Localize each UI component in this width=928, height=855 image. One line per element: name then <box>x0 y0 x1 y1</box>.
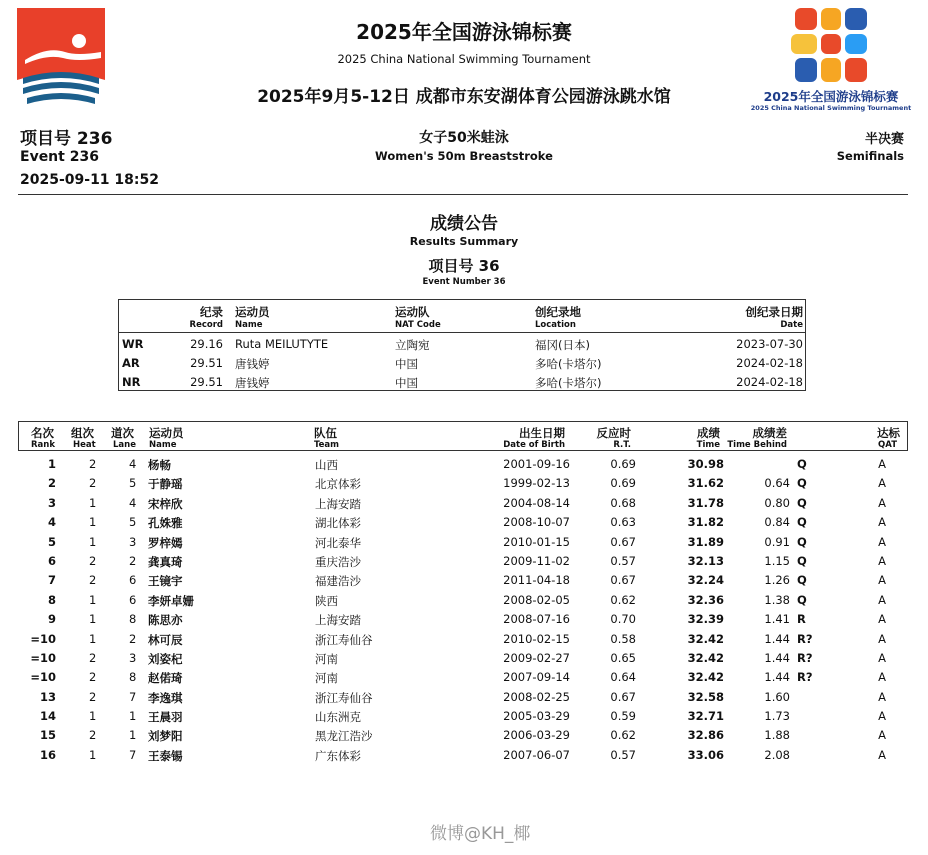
page-title: 2025年全国游泳锦标赛 <box>356 20 572 44</box>
rank: =10 <box>30 670 56 685</box>
time-behind: 0.80 <box>764 495 790 510</box>
record-date: 2024-02-18 <box>736 375 803 389</box>
team: 浙江寿仙谷 <box>315 690 373 705</box>
table-row <box>18 455 908 474</box>
col-qat-en: QAT <box>878 440 897 450</box>
records-header-date-en: Date <box>780 320 803 330</box>
qualification-mark: R? <box>797 631 813 646</box>
round-en: Semifinals <box>836 149 904 163</box>
qualification-mark: Q <box>797 476 807 491</box>
reaction-time: 0.69 <box>610 457 636 471</box>
summary-event-en: Event Number 36 <box>422 277 506 287</box>
record-type: AR <box>122 356 140 370</box>
reaction-time: 0.67 <box>610 573 636 588</box>
date-of-birth: 1999-02-13 <box>503 476 570 491</box>
record-date: 2024-02-18 <box>736 356 803 370</box>
qat: A <box>878 728 886 743</box>
qualification-mark: R <box>797 612 806 627</box>
team: 重庆浩沙 <box>315 554 361 569</box>
col-rank-en: Rank <box>31 440 55 450</box>
athlete-name: 王镜宇 <box>148 574 183 589</box>
record-date: 2023-07-30 <box>736 337 803 351</box>
col-time-en: Time <box>696 440 720 450</box>
qualification-mark: Q <box>797 515 807 530</box>
records-header-team: 运动队 <box>395 305 430 319</box>
lane: 7 <box>129 689 137 704</box>
time: 32.24 <box>687 573 724 588</box>
qualification-mark: Q <box>797 573 807 588</box>
table-row <box>18 726 908 745</box>
table-row <box>18 533 908 552</box>
time-behind: 1.44 <box>764 670 790 685</box>
athlete-name: 李妍卓姗 <box>148 593 194 608</box>
records-header-divider <box>119 332 805 333</box>
table-row <box>18 474 908 493</box>
venue: 2025年9月5-12日 成都市东安湖体育公园游泳跳水馆 <box>257 87 671 107</box>
page-title-en: 2025 China National Swimming Tournament <box>337 52 591 66</box>
records-header-name: 运动员 <box>235 305 270 319</box>
reaction-time: 0.64 <box>610 670 636 685</box>
table-row <box>18 649 908 668</box>
qat: A <box>878 592 886 607</box>
rank: =10 <box>30 631 56 646</box>
qat: A <box>878 631 886 646</box>
stroke-en: Women's 50m Breaststroke <box>375 149 553 163</box>
team: 黑龙江浩沙 <box>315 729 373 744</box>
record-type: WR <box>122 337 144 351</box>
heat: 1 <box>89 592 97 607</box>
heat: 1 <box>89 495 97 510</box>
date-of-birth: 2001-09-16 <box>503 457 570 471</box>
team: 山西 <box>315 458 338 472</box>
reaction-time: 0.63 <box>610 515 636 530</box>
heat: 1 <box>89 631 97 646</box>
logo-subtitle: 2025 China National Swimming Tournament <box>750 104 912 112</box>
time: 31.82 <box>687 515 724 530</box>
time: 32.39 <box>687 612 724 627</box>
heat: 1 <box>89 612 97 627</box>
athlete-name: 于静瑶 <box>148 477 183 492</box>
qat: A <box>878 670 886 685</box>
col-name-en: Name <box>149 440 177 450</box>
qat: A <box>878 515 886 530</box>
team: 湖北体彩 <box>315 516 361 531</box>
heat: 2 <box>89 650 97 665</box>
qat: A <box>878 612 886 627</box>
col-lane-en: Lane <box>113 440 136 450</box>
time: 32.36 <box>687 592 724 607</box>
col-lane: 道次 <box>111 426 134 440</box>
athlete-name: 杨畅 <box>148 458 171 472</box>
time: 32.42 <box>687 650 724 665</box>
table-row <box>18 746 908 765</box>
heat: 2 <box>89 689 97 704</box>
records-header-record: 纪录 <box>200 305 223 319</box>
lane: 4 <box>129 495 137 510</box>
heat: 1 <box>89 515 97 530</box>
time-behind: 2.08 <box>764 747 790 762</box>
round-cn: 半决赛 <box>864 132 904 147</box>
team: 福建浩沙 <box>315 574 361 589</box>
athlete-name: 龚真琦 <box>148 554 183 569</box>
date-of-birth: 2005-03-29 <box>503 709 570 724</box>
qat: A <box>878 534 886 549</box>
records-header-name-en: Name <box>235 320 263 330</box>
qualification-mark: Q <box>797 553 807 568</box>
col-team: 队伍 <box>314 426 337 440</box>
table-row <box>18 610 908 629</box>
lane: 7 <box>129 747 137 762</box>
reaction-time: 0.68 <box>610 495 636 510</box>
record-row <box>119 373 805 391</box>
time: 31.62 <box>687 476 724 491</box>
qat: A <box>878 689 886 704</box>
team: 浙江寿仙谷 <box>315 632 373 647</box>
record-row <box>119 354 805 372</box>
time: 32.13 <box>687 553 724 568</box>
athlete-name: 孔姝雅 <box>148 516 183 531</box>
lane: 6 <box>129 573 137 588</box>
team: 河南 <box>315 651 338 666</box>
event-number-en: Event 236 <box>20 149 99 165</box>
date-of-birth: 2011-04-18 <box>503 573 570 588</box>
date-of-birth: 2007-06-07 <box>503 747 570 762</box>
record-time: 29.51 <box>190 375 223 389</box>
col-dob-en: Date of Birth <box>503 440 565 450</box>
records-header-location: 创纪录地 <box>535 305 581 319</box>
lane: 1 <box>129 728 137 743</box>
date-of-birth: 2010-02-15 <box>503 631 570 646</box>
heat: 1 <box>89 534 97 549</box>
table-row <box>18 513 908 532</box>
time: 32.58 <box>687 689 724 704</box>
qat: A <box>878 747 886 762</box>
header-divider <box>18 194 908 195</box>
qat: A <box>878 650 886 665</box>
time-behind: 0.64 <box>764 476 790 491</box>
time: 32.71 <box>687 709 724 724</box>
record-holder: Ruta MEILUTYTE <box>235 337 329 351</box>
date-of-birth: 2008-02-05 <box>503 592 570 607</box>
col-time: 成绩 <box>697 426 720 440</box>
athlete-name: 王晨羽 <box>148 710 183 725</box>
reaction-time: 0.69 <box>610 476 636 491</box>
stroke-cn: 女子50米蛙泳 <box>419 130 509 146</box>
table-row <box>18 668 908 687</box>
records-header-record-en: Record <box>189 320 223 330</box>
record-time: 29.51 <box>190 356 223 370</box>
date-of-birth: 2004-08-14 <box>503 495 570 510</box>
team: 山东洲克 <box>315 710 361 725</box>
athlete-name: 刘姿杞 <box>148 651 183 666</box>
time-behind: 1.26 <box>764 573 790 588</box>
heat: 2 <box>89 670 97 685</box>
team: 河北泰华 <box>315 535 361 550</box>
summary-event-cn: 项目号 36 <box>428 257 500 275</box>
time-behind: 1.60 <box>764 689 790 704</box>
results-header <box>18 421 908 451</box>
reaction-time: 0.62 <box>610 592 636 607</box>
rank: 8 <box>47 592 56 607</box>
time: 32.86 <box>687 728 724 743</box>
col-qat: 达标 <box>877 426 900 440</box>
lane: 8 <box>129 670 137 685</box>
rank: 9 <box>47 612 56 627</box>
heat: 2 <box>89 476 97 491</box>
date-of-birth: 2008-10-07 <box>503 515 570 530</box>
athlete-name: 罗梓嫣 <box>148 535 183 550</box>
reaction-time: 0.58 <box>610 631 636 646</box>
time-behind: 1.38 <box>764 592 790 607</box>
record-location: 多哈(卡塔尔) <box>535 376 602 390</box>
table-row <box>18 494 908 513</box>
qualification-mark: R? <box>797 650 813 665</box>
athlete-name: 林可辰 <box>148 632 183 647</box>
athlete-name: 陈思亦 <box>148 613 183 628</box>
record-team: 中国 <box>395 376 418 390</box>
time: 31.89 <box>687 534 724 549</box>
time-behind: 1.44 <box>764 650 790 665</box>
reaction-time: 0.59 <box>610 709 636 724</box>
heat: 1 <box>89 709 97 724</box>
event-number-cn: 项目号 236 <box>20 129 113 149</box>
reaction-time: 0.57 <box>610 553 636 568</box>
table-row <box>18 591 908 610</box>
records-header-date: 创纪录日期 <box>745 305 803 319</box>
watermark: 微博@KH_椰 <box>430 824 531 844</box>
team: 北京体彩 <box>315 477 361 492</box>
time-behind: 1.41 <box>764 612 790 627</box>
time-behind: 0.84 <box>764 515 790 530</box>
col-team-en: Team <box>314 440 340 450</box>
col-behind-en: Time Behind <box>727 440 787 450</box>
team: 广东体彩 <box>315 748 361 763</box>
record-holder: 唐钱婷 <box>235 376 270 390</box>
qualification-mark: Q <box>797 534 807 549</box>
team: 上海安踏 <box>315 613 361 628</box>
table-row <box>18 552 908 571</box>
time: 32.42 <box>687 631 724 646</box>
lane: 1 <box>129 709 137 724</box>
record-time: 29.16 <box>190 337 223 351</box>
lane: 3 <box>129 534 137 549</box>
time-behind: 1.15 <box>764 553 790 568</box>
table-row <box>18 630 908 649</box>
team: 河南 <box>315 671 338 686</box>
lane: 4 <box>129 457 137 471</box>
athlete-name: 王泰锡 <box>148 748 183 763</box>
rank: 16 <box>39 747 56 762</box>
time: 32.42 <box>687 670 724 685</box>
record-location: 多哈(卡塔尔) <box>535 357 602 371</box>
reaction-time: 0.65 <box>610 650 636 665</box>
heat: 2 <box>89 728 97 743</box>
summary-title-en: Results Summary <box>409 235 519 248</box>
rank: 2 <box>47 476 56 491</box>
record-holder: 唐钱婷 <box>235 357 270 371</box>
reaction-time: 0.67 <box>610 689 636 704</box>
rank: 7 <box>47 573 56 588</box>
athlete-name: 刘梦阳 <box>148 729 183 744</box>
col-dob: 出生日期 <box>519 426 565 440</box>
time-behind: 1.73 <box>764 709 790 724</box>
lane: 6 <box>129 592 137 607</box>
lane: 8 <box>129 612 137 627</box>
record-location: 福冈(日本) <box>535 338 590 352</box>
col-rt: 反应时 <box>596 426 631 440</box>
col-behind: 成绩差 <box>752 426 787 440</box>
event-datetime: 2025-09-11 18:52 <box>20 172 159 188</box>
record-type: NR <box>122 375 141 389</box>
record-team: 中国 <box>395 357 418 371</box>
rank: 4 <box>47 515 56 530</box>
rank: 15 <box>39 728 56 743</box>
lane: 3 <box>129 650 137 665</box>
team: 陕西 <box>315 593 338 608</box>
date-of-birth: 2008-07-16 <box>503 612 570 627</box>
rank: 3 <box>47 495 56 510</box>
record-team: 立陶宛 <box>395 338 430 352</box>
event-logo-left <box>17 8 105 111</box>
time-behind: 0.91 <box>764 534 790 549</box>
lane: 5 <box>129 515 137 530</box>
tournament-logo-right <box>785 6 873 86</box>
rank: 14 <box>39 709 56 724</box>
logo-title: 2025年全国游泳锦标赛 <box>763 89 899 104</box>
lane: 5 <box>129 476 137 491</box>
time: 33.06 <box>687 747 724 762</box>
qat: A <box>878 573 886 588</box>
date-of-birth: 2009-11-02 <box>503 553 570 568</box>
lane: 2 <box>129 631 137 646</box>
rank: =10 <box>30 650 56 665</box>
col-rt-en: R.T. <box>613 440 631 450</box>
time: 31.78 <box>687 495 724 510</box>
records-table <box>118 299 806 391</box>
summary-title-cn: 成绩公告 <box>430 214 498 234</box>
team: 上海安踏 <box>315 496 361 511</box>
date-of-birth: 2009-02-27 <box>503 650 570 665</box>
qualification-mark: Q <box>797 592 807 607</box>
col-name: 运动员 <box>149 426 184 440</box>
records-header-team-en: NAT Code <box>395 320 441 330</box>
record-row <box>119 335 805 353</box>
qat: A <box>878 709 886 724</box>
heat: 1 <box>89 747 97 762</box>
heat: 2 <box>89 573 97 588</box>
table-row <box>18 571 908 590</box>
date-of-birth: 2008-02-25 <box>503 689 570 704</box>
qualification-mark: Q <box>797 457 807 471</box>
results-rows <box>18 455 908 765</box>
col-heat: 组次 <box>71 426 94 440</box>
rank: 5 <box>47 534 56 549</box>
date-of-birth: 2010-01-15 <box>503 534 570 549</box>
qualification-mark: Q <box>797 495 807 510</box>
rank: 6 <box>47 553 56 568</box>
reaction-time: 0.62 <box>610 728 636 743</box>
rank: 1 <box>47 457 56 471</box>
reaction-time: 0.70 <box>610 612 636 627</box>
date-of-birth: 2007-09-14 <box>503 670 570 685</box>
time: 30.98 <box>687 457 724 471</box>
rank: 13 <box>39 689 56 704</box>
qat: A <box>878 553 886 568</box>
qat: A <box>878 476 886 491</box>
table-row <box>18 688 908 707</box>
reaction-time: 0.67 <box>610 534 636 549</box>
heat: 2 <box>89 457 97 471</box>
athlete-name: 宋梓欣 <box>148 496 183 511</box>
time-behind: 1.88 <box>764 728 790 743</box>
qat: A <box>878 457 886 471</box>
table-row <box>18 707 908 726</box>
col-heat-en: Heat <box>73 440 96 450</box>
athlete-name: 李逸琪 <box>148 690 183 705</box>
heat: 2 <box>89 553 97 568</box>
lane: 2 <box>129 553 137 568</box>
date-of-birth: 2006-03-29 <box>503 728 570 743</box>
time-behind: 1.44 <box>764 631 790 646</box>
reaction-time: 0.57 <box>610 747 636 762</box>
col-rank: 名次 <box>31 426 54 440</box>
qat: A <box>878 495 886 510</box>
athlete-name: 赵偌琦 <box>148 671 183 686</box>
qualification-mark: R? <box>797 670 813 685</box>
records-header-location-en: Location <box>535 320 576 330</box>
